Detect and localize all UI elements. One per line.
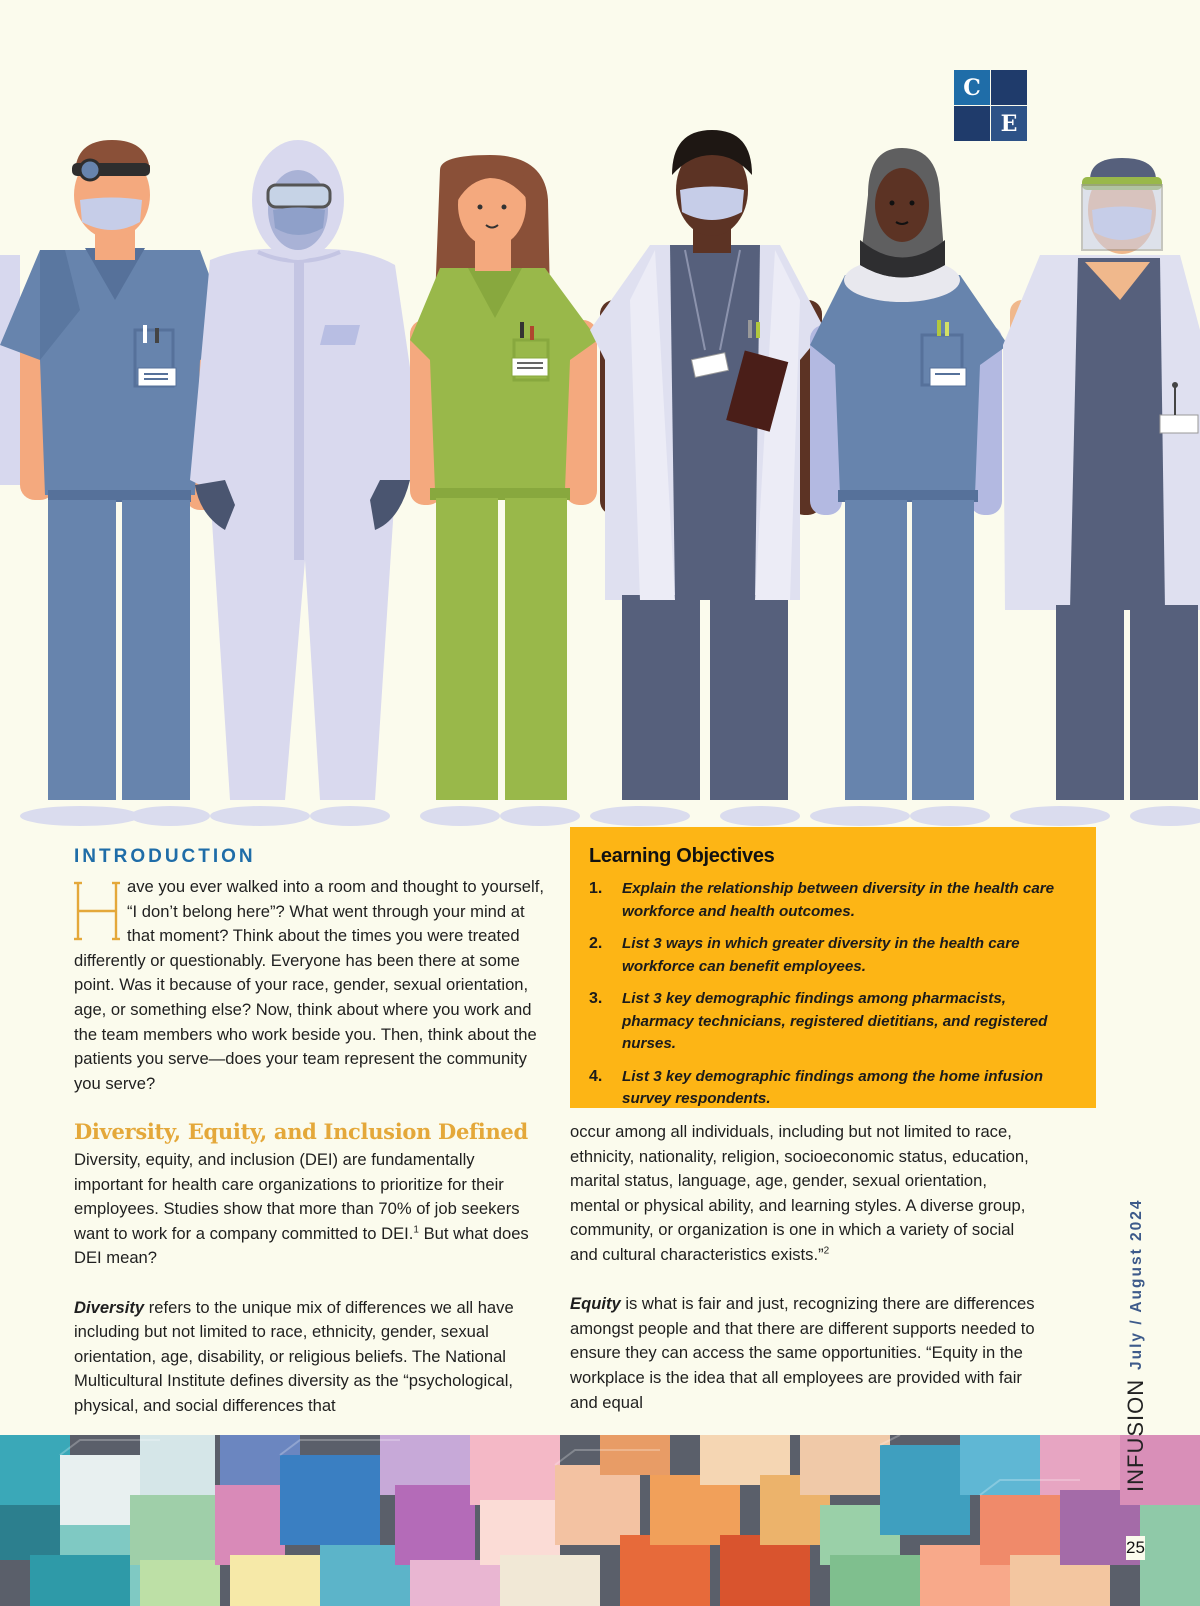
objective-number: 3. [589, 990, 603, 1007]
diversity-paragraph [74, 1296, 544, 1419]
magazine-name: INFUSION [1123, 1378, 1148, 1492]
right-column-body [570, 1120, 1040, 1440]
worker-6-face-shield-lab-coat [1003, 158, 1200, 800]
colorful-blocks-image [0, 1435, 1200, 1606]
objective-item-2 [589, 933, 1074, 978]
diversity-term: Diversity [74, 1297, 145, 1317]
intro-paragraph [74, 875, 544, 1096]
left-column-body [74, 1148, 544, 1443]
objective-text: List 3 key demographic findings among pharmacists, pharmacy technicians, registered dietitians, and registered nurses. [622, 990, 1048, 1052]
objective-number: 4. [589, 1067, 603, 1085]
worker-5-hijab-blue-scrubs [810, 148, 1008, 800]
dei-intro-paragraph [74, 1148, 544, 1271]
objective-number: 2. [589, 935, 603, 952]
learning-objectives-box [570, 827, 1096, 1108]
objective-text: List 3 key demographic findings among the home infusion survey respondents. [622, 1067, 1044, 1107]
footnote-ref-2: 2 [823, 1245, 830, 1257]
dropcap-h-icon [74, 881, 120, 941]
objective-text: List 3 ways in which greater diversity in the health care workforce can benefit employees. [622, 935, 1020, 975]
equity-definition: is what is fair and just, recognizing there are differences amongst people and that there are different supports needed to ensure they can access the same opportunities. “Equity in the workplace is the idea that all employees are provided with fair and equal [570, 1294, 1035, 1412]
footnote-ref-1: 1 [413, 1224, 419, 1236]
worker-2-protective-suit [190, 140, 425, 800]
equity-term: Equity [570, 1294, 621, 1314]
page-number: 25 [1126, 1536, 1145, 1560]
ce-badge [954, 70, 1027, 141]
objective-text: Explain the relationship between diversity in the health care workforce and health outcomes. [622, 880, 1055, 920]
equity-paragraph [570, 1292, 1040, 1415]
issue-date: July / August 2024 [1128, 1198, 1145, 1370]
objective-item-3 [589, 988, 1074, 1056]
worker-4-doctor-lab-coat [590, 130, 825, 800]
dei-intro-text: Diversity, equity, and inclusion (DEI) are fundamentally important for health care organizations to prioritize for their employees. Studies show that more than 70% of job seekers want to work for a company committed to DEI. [74, 1150, 520, 1243]
objective-item-1 [589, 878, 1074, 923]
learning-objectives-title: Learning Objectives [589, 845, 775, 867]
worker-3-green-scrubs [410, 155, 598, 800]
ce-letter-c: C [963, 74, 981, 101]
dropcap-letter [74, 875, 125, 938]
diversity-definition: refers to the unique mix of differences we all have including but not limited to race, ethnicity, gender, sexual orientation, age, disability, or religious beliefs. The National Multicultural Institute defines diversity as the “psychological, physical, and social differences that [74, 1297, 514, 1415]
intro-heading: INTRODUCTION [74, 846, 256, 867]
intro-body-text: ave you ever walked into a room and thought to yourself, “I don’t belong here”? What went through your mind at that moment? Think about the times you were treated differently or questionably. Everyone has been there at some point. Was it because of your race, gender, sexual orientation, age, or something else? Now, think about where you work and the team members who work beside you. Then, think about the patients you serve—does your team represent the community you serve? [74, 877, 544, 1093]
diversity-continued-paragraph [570, 1120, 1040, 1268]
diversity-continued-text: occur among all individuals, including but not limited to race, ethnicity, nationality, religion, socioeconomic status, education, marital status, language, age, gender, sexual orientation, mental or physical ability, and learning styles. A diverse group, community, or organization is one in which a variety of social and cultural characteristics exists.” [570, 1122, 1029, 1264]
objective-number: 1. [589, 880, 603, 897]
ce-letter-e: E [1000, 110, 1018, 137]
dei-intro-end-text: But what does DEI mean? [74, 1223, 529, 1268]
objective-item-4 [589, 1066, 1074, 1111]
learning-objectives-list [589, 878, 1074, 1111]
dei-section-heading: Diversity, Equity, and Inclusion Defined [74, 1119, 528, 1144]
